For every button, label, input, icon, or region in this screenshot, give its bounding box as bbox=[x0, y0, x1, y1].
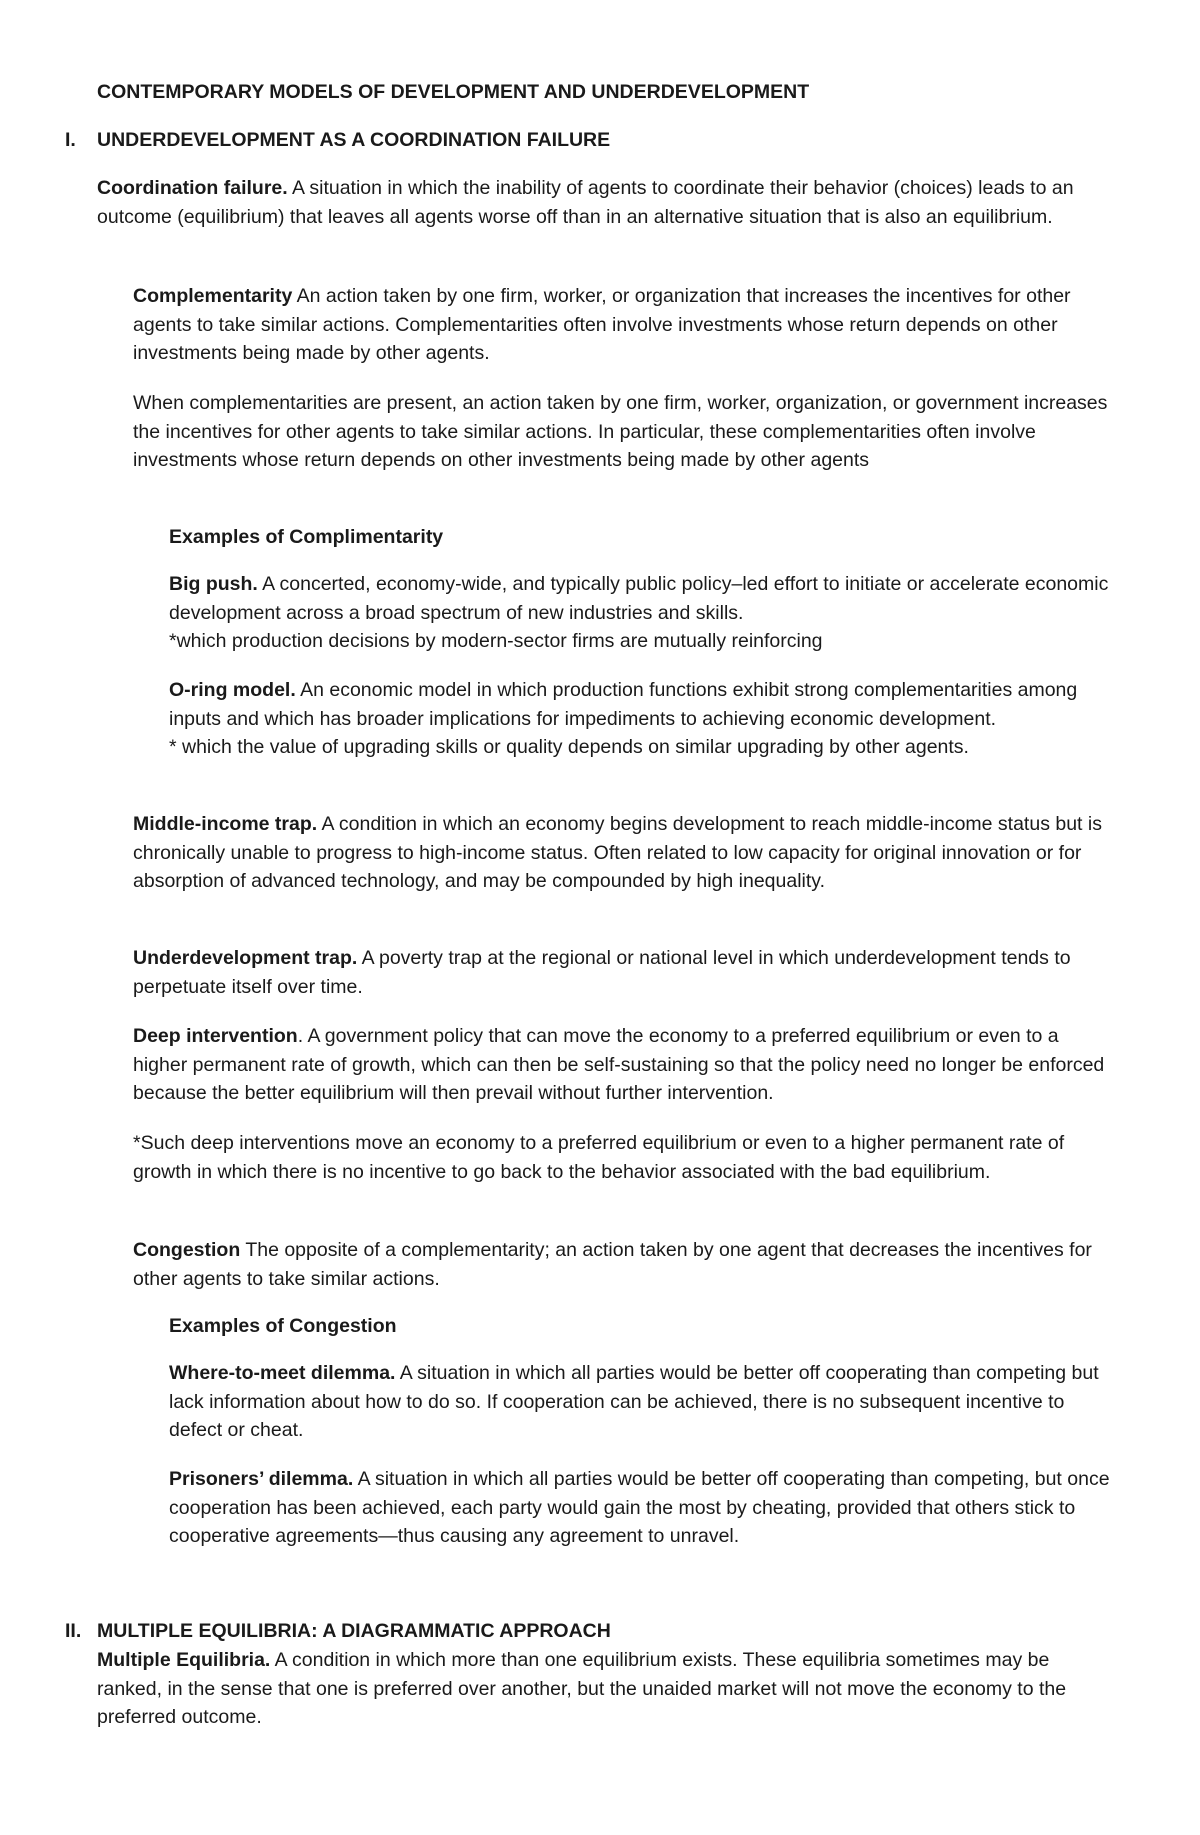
section-1-heading bbox=[65, 126, 610, 155]
term-complementarity: Complementarity bbox=[133, 285, 293, 307]
definition-coordination-failure bbox=[97, 174, 1107, 231]
section-2-heading bbox=[65, 1617, 611, 1646]
definition-text: A poverty trap at the regional or national level in which underdevelopment tends to perpetuate itself over time. bbox=[133, 947, 1071, 998]
definition-multiple-equilibria bbox=[97, 1646, 1107, 1732]
document-title: CONTEMPORARY MODELS OF DEVELOPMENT AND UNDERDEVELOPMENT bbox=[97, 81, 810, 103]
definition-o-ring-model bbox=[169, 676, 1113, 762]
definition-text: A situation in which all parties would be better off cooperating than competing but lack information about how to do so. If cooperation can be achieved, there is no subsequent incentive to defect or cheat. bbox=[169, 1362, 1099, 1442]
section-1-title: UNDERDEVELOPMENT AS A COORDINATION FAILURE bbox=[97, 129, 611, 151]
section-2-number: II. bbox=[65, 1620, 82, 1642]
definition-text: An action taken by one firm, worker, or organization that increases the incentives for other agents to take similar actions. Complementarities often involve investments whose return depends on other investments being made by other agents. bbox=[133, 285, 1071, 365]
definition-text: A concerted, economy-wide, and typically public policy–led effort to initiate or accelerate economic development across a broad spectrum of new industries and skills. bbox=[169, 573, 1109, 624]
definition-text: A condition in which more than one equilibrium exists. These equilibria sometimes may be ranked, in the sense that one is preferred over another, but the unaided market will not move the economy to the preferred outcome. bbox=[97, 1649, 1067, 1729]
term-middle-income-trap: Middle-income trap. bbox=[133, 813, 318, 835]
definition-text: An economic model in which production functions exhibit strong complementarities among inputs and which has broader implications for impediments to achieving economic development. bbox=[169, 679, 1078, 730]
definition-text: A situation in which all parties would be better off cooperating than competing, but once cooperation has been achieved, each party would gain the most by cheating, provided that others stick to cooperative agreements—thus causing any agreement to unravel. bbox=[169, 1468, 1110, 1548]
definition-congestion bbox=[133, 1236, 1111, 1293]
paragraph-complementarities: When complementarities are present, an action taken by one firm, worker, organization, or government increases the incentives for other agents to take similar actions. In particular, these complementarities often involve investments whose return depends on other investments being made by other agents bbox=[133, 392, 1108, 472]
section-1-number: I. bbox=[65, 129, 76, 151]
definition-prisoners-dilemma bbox=[169, 1465, 1113, 1551]
term-underdevelopment-trap: Underdevelopment trap. bbox=[133, 947, 358, 969]
subheading-text: Examples of Congestion bbox=[169, 1315, 397, 1337]
term-prisoners-dilemma: Prisoners’ dilemma. bbox=[169, 1468, 354, 1490]
note-deep-intervention: *Such deep interventions move an economy to a preferred equilibrium or even to a higher permanent rate of growth in which there is no incentive to go back to the behavior associated with the bad equilibrium. bbox=[133, 1132, 1065, 1183]
definition-text: A situation in which the inability of agents to coordinate their behavior (choices) leads to an outcome (equilibrium) that leaves all agents worse off than in an alternative situation that is also an equilibrium. bbox=[97, 177, 1074, 228]
term-congestion: Congestion bbox=[133, 1239, 241, 1261]
subheading-examples-congestion bbox=[169, 1312, 1113, 1341]
definition-text: The opposite of a complementarity; an action taken by one agent that decreases the incentives for other agents to take similar actions. bbox=[133, 1239, 1092, 1290]
term-where-to-meet-dilemma: Where-to-meet dilemma. bbox=[169, 1362, 396, 1384]
section-2-title: MULTIPLE EQUILIBRIA: A DIAGRAMMATIC APPROACH bbox=[97, 1620, 611, 1642]
term-deep-intervention: Deep intervention bbox=[133, 1025, 298, 1047]
definition-big-push bbox=[169, 570, 1113, 656]
note-big-push: *which production decisions by modern-sector firms are mutually reinforcing bbox=[169, 630, 823, 653]
subheading-examples-complementarity bbox=[169, 523, 1113, 552]
note-o-ring-model: * which the value of upgrading skills or quality depends on similar upgrading by other agents. bbox=[169, 736, 969, 759]
term-multiple-equilibria: Multiple Equilibria. bbox=[97, 1649, 271, 1671]
definition-underdevelopment-trap bbox=[133, 944, 1111, 1001]
term-o-ring-model: O-ring model. bbox=[169, 679, 296, 701]
definition-text: . A government policy that can move the economy to a preferred equilibrium or even to a higher permanent rate of growth, which can then be self-sustaining so that the policy need no longer be enforced because the better equilibrium will then prevail without further intervention. bbox=[133, 1025, 1105, 1105]
term-coordination-failure: Coordination failure. bbox=[97, 177, 288, 199]
term-big-push: Big push. bbox=[169, 573, 258, 595]
definition-text: A condition in which an economy begins development to reach middle-income status but is chronically unable to progress to high-income status. Often related to low capacity for original innovation or for absorption of advanced technology, and may be compounded by high inequality. bbox=[133, 813, 1102, 893]
definition-where-to-meet-dilemma bbox=[169, 1359, 1113, 1445]
definition-complementarity bbox=[133, 282, 1111, 368]
definition-middle-income-trap bbox=[133, 810, 1111, 896]
definition-deep-intervention bbox=[133, 1022, 1111, 1108]
subheading-text: Examples of Complimentarity bbox=[169, 526, 444, 548]
